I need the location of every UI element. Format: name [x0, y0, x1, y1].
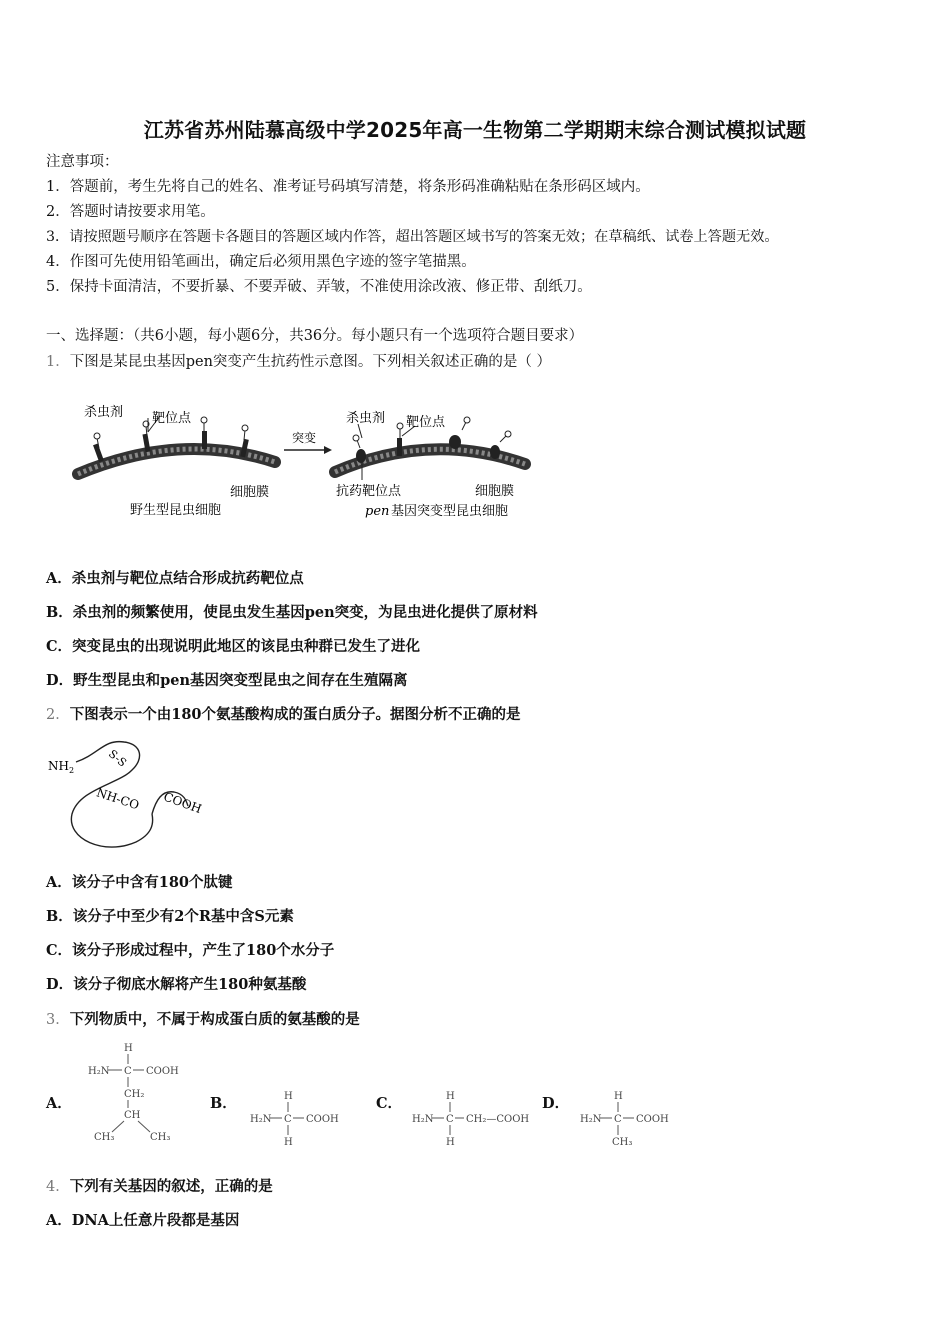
- svg-text:COOH: COOH: [146, 1066, 179, 1077]
- label-carboxyl-group: COOH: [161, 789, 204, 817]
- option-a: A．DNA上任意片段都是基因: [46, 1212, 240, 1229]
- question-3-stem: [46, 1011, 360, 1029]
- svg-text:COOH: COOH: [636, 1114, 669, 1125]
- label-insecticide: 杀虫剂: [346, 411, 386, 426]
- option-d: D．该分子彻底水解将产生180种氨基酸: [46, 976, 307, 993]
- option-b: B．该分子中至少有2个R基中含S元素: [46, 908, 294, 925]
- svg-text:C: C: [124, 1066, 132, 1077]
- svg-text:CH₃: CH₃: [94, 1132, 115, 1143]
- label-membrane: 细胞膜: [475, 484, 515, 499]
- question-number: 3．: [46, 1012, 70, 1028]
- label-target-site: 靶位点: [152, 411, 192, 426]
- svg-text:H: H: [446, 1091, 455, 1102]
- svg-text:C: C: [284, 1114, 292, 1125]
- notice-item: 2．答题时请按要求用笔。: [46, 204, 215, 220]
- option-b: B．杀虫剂的频繁使用，使昆虫发生基因pen突变，为昆虫进化提供了原材料: [46, 604, 538, 621]
- svg-text:H: H: [284, 1091, 293, 1102]
- svg-text:H₂N: H₂N: [580, 1114, 602, 1125]
- question-number: 1．: [46, 354, 70, 370]
- svg-text:H: H: [284, 1137, 293, 1148]
- question-2-stem: [46, 706, 521, 724]
- option-a-label: A．: [46, 1095, 72, 1112]
- caption-mutant-type: 基因突变型昆虫细胞: [391, 504, 509, 519]
- option-c-label: C．: [376, 1095, 403, 1112]
- question-text: 下列物质中，不属于构成蛋白质的氨基酸的是: [69, 1011, 360, 1028]
- option-b-label: B．: [210, 1095, 237, 1112]
- option-d: D．野生型昆虫和pen基因突变型昆虫之间存在生殖隔离: [46, 672, 408, 689]
- label-membrane: 细胞膜: [230, 485, 270, 500]
- caption-wild-type: 野生型昆虫细胞: [130, 503, 222, 518]
- svg-text:CH: CH: [124, 1110, 141, 1121]
- section-heading: 一、选择题：（共6小题，每小题6分，共36分。每小题只有一个选项符合题目要求）: [46, 328, 584, 344]
- label-insecticide: 杀虫剂: [84, 405, 124, 420]
- question-text: 下列有关基因的叙述，正确的是: [69, 1178, 273, 1195]
- question-text: 下图表示一个由180个氨基酸构成的蛋白质分子。据图分析不正确的是: [69, 706, 521, 723]
- label-resistant-target-site: 抗药靶位点: [336, 484, 402, 499]
- option-c: C．突变昆虫的出现说明此地区的该昆虫种群已发生了进化: [46, 638, 421, 655]
- question-4-stem: [46, 1178, 273, 1196]
- svg-text:H₂N: H₂N: [250, 1114, 272, 1125]
- svg-text:H: H: [446, 1137, 455, 1148]
- svg-text:H₂N: H₂N: [412, 1114, 434, 1125]
- question-1-stem: [46, 353, 551, 371]
- insect-resistance-diagram: [70, 396, 540, 526]
- option-c: C．该分子形成过程中，产生了180个水分子: [46, 942, 335, 959]
- caption-gene-name: pen: [365, 504, 390, 519]
- notice-item: 4．作图可先使用铅笔画出，确定后必须用黑色字迹的签字笔描黑。: [46, 254, 476, 270]
- structure-c: [410, 1088, 534, 1150]
- structure-b: [248, 1088, 348, 1150]
- svg-text:CH₂: CH₂: [124, 1089, 145, 1100]
- option-a: A．杀虫剂与靶位点结合形成抗药靶位点: [46, 570, 304, 587]
- svg-text:H₂N: H₂N: [88, 1066, 110, 1077]
- label-peptide-bond: NH-CO: [94, 785, 141, 813]
- label-target-site: 靶位点: [406, 415, 446, 430]
- question-number: 4．: [46, 1179, 70, 1195]
- option-d-label: D．: [542, 1095, 570, 1112]
- notice-heading: 注意事项：: [46, 154, 119, 170]
- svg-text:CH₂—COOH: CH₂—COOH: [466, 1114, 530, 1125]
- svg-text:H: H: [124, 1043, 133, 1054]
- svg-text:C: C: [446, 1114, 454, 1125]
- svg-text:CH₃: CH₃: [612, 1137, 633, 1148]
- notice-item: 1．答题前，考生先将自己的姓名、准考证号码填写清楚，将条形码准确粘贴在条形码区域内。: [46, 179, 650, 195]
- protein-molecule-diagram: [44, 734, 224, 859]
- option-a: A．该分子中含有180个肽键: [46, 874, 233, 891]
- svg-text:H: H: [614, 1091, 623, 1102]
- structure-a: [84, 1040, 190, 1146]
- svg-text:COOH: COOH: [306, 1114, 339, 1125]
- label-amino-group: $NH_2$: [48, 759, 75, 775]
- svg-text:C: C: [614, 1114, 622, 1125]
- structure-d: [578, 1088, 678, 1150]
- notice-item: 5．保持卡面清洁，不要折暴、不要弄破、弄皱，不准使用涂改液、修正带、刮纸刀。: [46, 279, 592, 295]
- label-disulfide-bond: S-S: [105, 747, 130, 770]
- label-mutation: 突变: [292, 431, 317, 445]
- page-title: 江苏省苏州陆慕高级中学2025年高一生物第二学期期末综合测试模拟试题: [143, 118, 807, 142]
- notice-item: 3．请按照题号顺序在答题卡各题目的答题区域内作答，超出答题区域书写的答案无效；在草稿纸、试卷上答题无效。: [46, 229, 779, 245]
- question-number: 2．: [46, 707, 70, 723]
- question-text: 下图是某昆虫基因pen突变产生抗药性示意图。下列相关叙述正确的是（ ）: [69, 354, 552, 370]
- svg-text:CH₃: CH₃: [150, 1132, 171, 1143]
